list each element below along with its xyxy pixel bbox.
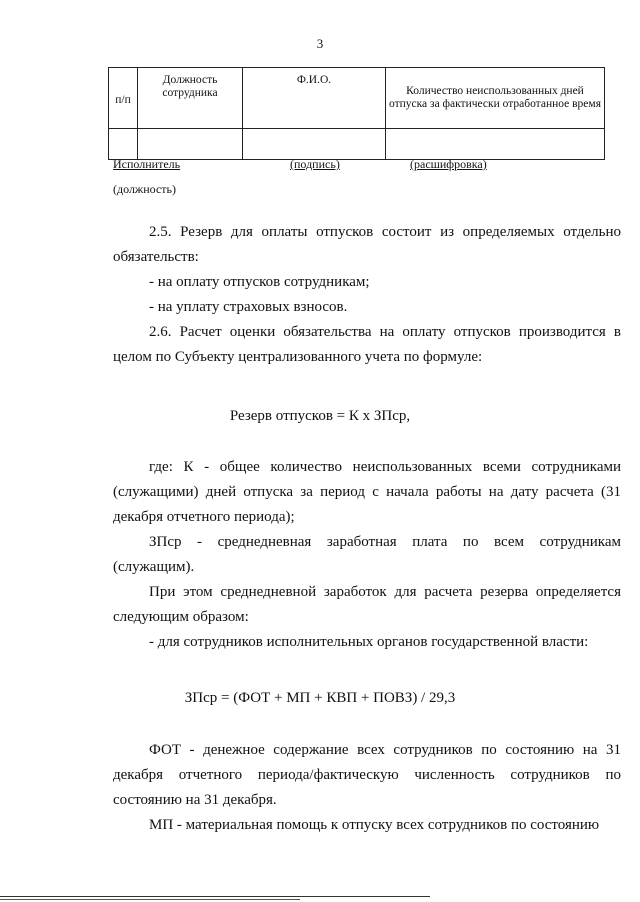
- table-cell: [243, 129, 386, 160]
- bullet-vacation-pay: - на оплату отпусков сотрудникам;: [149, 274, 370, 290]
- paragraph-2-6: 2.6. Расчет оценки обязательства на оплату отпусков производится в целом по Субъекту централизованного учета по формуле:: [113, 324, 621, 365]
- form-table: [108, 67, 605, 160]
- bullet-insurance: - на уплату страховых взносов.: [149, 299, 348, 315]
- executor-label: Исполнитель: [113, 157, 181, 171]
- paragraph-where-k: где: К - общее количество неиспользованных всеми сотрудниками (служащими) дней отпуска за период с начала работы на дату расчета (31 декабря отчетного периода);: [113, 459, 621, 525]
- table-cell: [386, 129, 605, 160]
- paragraph-2-5: 2.5. Резерв для оплаты отпусков состоит из определяемых отдельно обязательств:: [113, 224, 621, 265]
- table-cell: [138, 129, 243, 160]
- page-number: 3: [316, 36, 324, 51]
- header-number: п/п: [109, 68, 138, 129]
- scan-edge-line: [0, 896, 430, 897]
- formula-zpsr: ЗПср = (ФОТ + МП + КВП + ПОВЗ) / 29,3: [184, 690, 456, 706]
- decoding-label: (расшифровка): [410, 157, 487, 171]
- paragraph-mp: МП - материальная помощь к отпуску всех сотрудников по состоянию: [149, 817, 600, 833]
- position-label: (должность): [113, 182, 176, 196]
- paragraph-avg-earnings: При этом среднедневной заработок для расчета резерва определяется следующим образом:: [113, 584, 621, 625]
- formula-reserve: Резерв отпусков = К х ЗПср,: [229, 408, 411, 424]
- signature-label: (подпись): [290, 157, 340, 171]
- header-full-name: Ф.И.О.: [243, 68, 386, 129]
- header-unused-days: Количество неиспользованных дней отпуска за фактически отработанное время: [386, 68, 605, 129]
- table-row: [109, 129, 605, 160]
- paragraph-fot: ФОТ - денежное содержание всех сотрудников по состоянию на 31 декабря отчетного периода/фактическую численность сотрудников по состоянию на 31 декабря.: [113, 742, 621, 808]
- header-position: Должность сотрудника: [138, 68, 243, 129]
- paragraph-zpsr: ЗПср - среднедневная заработная плата по всем сотрудникам (служащим).: [113, 534, 621, 575]
- table-header-row: [109, 68, 605, 129]
- table-cell: [109, 129, 138, 160]
- paragraph-exec-bodies: - для сотрудников исполнительных органов государственной власти:: [149, 634, 589, 650]
- scan-edge-line: [0, 899, 300, 900]
